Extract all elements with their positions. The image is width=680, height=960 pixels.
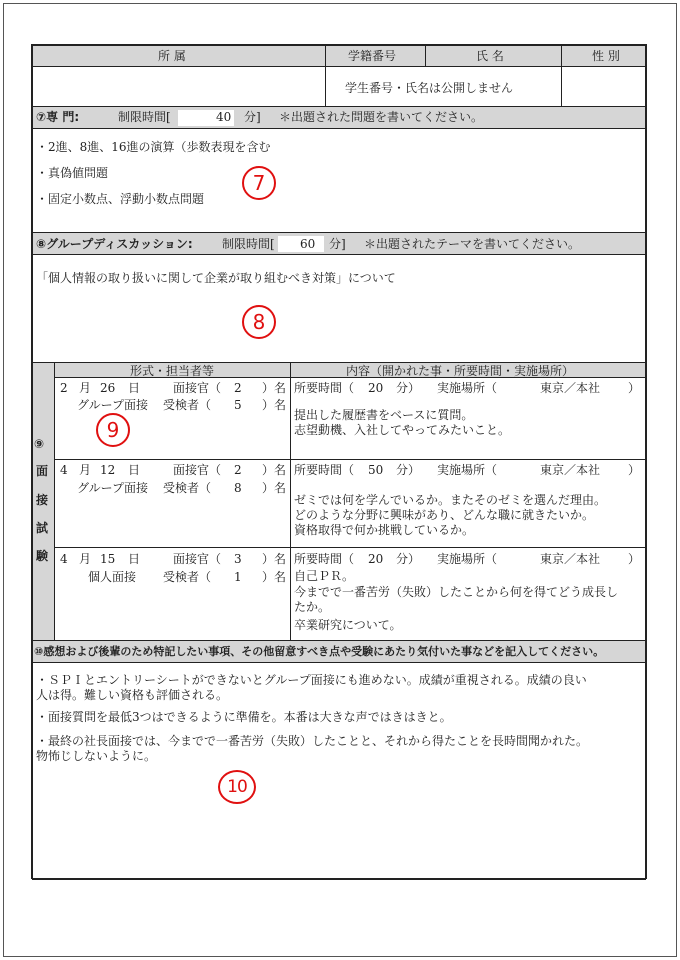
row2-month-unit: 月: [79, 463, 92, 477]
row3-interviewer-unit: ）名: [262, 552, 287, 566]
student-id-header: 学籍番号: [348, 49, 397, 63]
section10-line: 物怖じしないように。: [36, 749, 157, 763]
row1-examinee-unit: ）名: [262, 398, 287, 412]
row3-interviewer-label: 面接官（: [173, 552, 222, 566]
section7-title: ⑦専 門:: [36, 110, 80, 124]
row2-place-value: 東京／本社: [540, 463, 601, 477]
row3-place-value: 東京／本社: [540, 552, 601, 566]
row1-place-label: 実施場所（: [437, 381, 498, 395]
row3-content: 卒業研究について。: [294, 618, 402, 632]
section8-title: ⑧グループディスカッション:: [36, 237, 193, 251]
rule: [54, 377, 646, 378]
section9-side-label: 試: [36, 521, 49, 535]
row3-place-label: 実施場所（: [437, 552, 498, 566]
row1-time-value: 20: [368, 381, 384, 395]
table-border-left: [31, 44, 33, 879]
section8-limit-label: 制限時間[: [222, 237, 275, 251]
row3-examinee-label: 受検者（: [163, 570, 212, 584]
row2-interviewer-unit: ）名: [262, 463, 287, 477]
section7-limit-value: 40: [216, 110, 232, 124]
section10-line: ・面接質問を最低3つはできるように準備を。本番は大きな声ではきはきと。: [36, 710, 452, 724]
row3-month-unit: 月: [79, 552, 92, 566]
marker-8: 8: [242, 305, 276, 339]
row3-interviewer-count: 3: [234, 552, 242, 566]
row2-interviewer-label: 面接官（: [173, 463, 222, 477]
table-border-bottom: [32, 878, 646, 880]
section8-limit-value: 60: [300, 237, 316, 251]
table-border-right: [645, 44, 647, 879]
section10-line: ・ＳＰＩとエントリーシートができないとグループ面接にも進めない。成績が重視される。成績の良い: [36, 673, 587, 687]
row2-examinee-label: 受検者（: [163, 481, 212, 495]
name-header: 氏 名: [476, 49, 504, 63]
row2-examinee-count: 8: [234, 481, 242, 495]
row2-type: グループ面接: [77, 481, 149, 495]
header-bar: [32, 44, 646, 66]
rule: [32, 254, 646, 255]
rule: [325, 44, 326, 106]
rule: [32, 662, 646, 663]
format-column-header: 形式・担当者等: [130, 364, 215, 378]
row3-examinee-count: 1: [234, 570, 242, 584]
row2-content: どのような分野に興味があり、どんな職に就きたいか。: [294, 508, 595, 522]
section7-item: ・真偽値問題: [36, 166, 109, 180]
row1-day-unit: 日: [128, 381, 141, 395]
row3-time-label: 所要時間（: [294, 552, 355, 566]
rule: [54, 547, 646, 548]
row3-content: 自己ＰＲ。: [294, 569, 355, 583]
rule: [32, 128, 646, 129]
row3-time-unit: 分）: [396, 552, 421, 566]
row2-day: 12: [100, 463, 116, 477]
section10-line: 人は得。難しい資格も評価される。: [36, 688, 229, 702]
section10-title: ⑩感想および後輩のため特記したい事項、その他留意すべき点や受験にあたり気付いた事などを記入してください。: [34, 645, 605, 658]
row2-examinee-unit: ）名: [262, 481, 287, 495]
private-note: 学生番号・氏名は公開しません: [345, 81, 514, 95]
section8-limit-unit: 分]: [329, 237, 346, 251]
rule: [54, 459, 646, 460]
rule: [32, 640, 646, 641]
row2-content: 資格取得で何か挑戦しているか。: [294, 523, 475, 537]
row2-place-label: 実施場所（: [437, 463, 498, 477]
marker-7: 7: [242, 166, 276, 200]
row2-day-unit: 日: [128, 463, 141, 477]
row2-content: ゼミでは何を学んでいるか。またそのゼミを選んだ理由。: [294, 493, 607, 507]
row3-month: 4: [60, 552, 68, 566]
row2-month: 4: [60, 463, 68, 477]
row1-content: 志望動機、入社してやってみたいこと。: [294, 423, 511, 437]
row2-time-label: 所要時間（: [294, 463, 355, 477]
row1-time-label: 所要時間（: [294, 381, 355, 395]
section8-instruction: ＊出題されたテーマを書いてください。: [364, 237, 581, 251]
rule: [54, 362, 55, 640]
row1-place-close: ）: [628, 381, 641, 395]
rule: [32, 66, 646, 67]
section8-theme: 「個人情報の取り扱いに関して企業が取り組むべき対策」について: [36, 271, 396, 285]
row1-examinee-label: 受検者（: [163, 398, 212, 412]
row1-day: 26: [100, 381, 116, 395]
row1-place-value: 東京／本社: [540, 381, 601, 395]
rule: [32, 106, 646, 107]
row1-interviewer-unit: ）名: [262, 381, 287, 395]
row1-interviewer-label: 面接官（: [173, 381, 222, 395]
section9-side-label: ⑨: [34, 437, 45, 451]
row1-type: グループ面接: [77, 398, 149, 412]
row3-content: たか。: [294, 600, 331, 614]
marker-10: 10: [218, 770, 256, 804]
row1-month: 2: [60, 381, 68, 395]
gender-header: 性 別: [592, 49, 620, 63]
row3-day: 15: [100, 552, 116, 566]
row3-type: 個人面接: [88, 570, 137, 584]
row3-time-value: 20: [368, 552, 384, 566]
row2-time-unit: 分）: [396, 463, 421, 477]
rule: [32, 232, 646, 233]
affiliation-header: 所 属: [158, 49, 186, 63]
row3-examinee-unit: ）名: [262, 570, 287, 584]
content-column-header: 内容（開かれた事・所要時間・実施場所）: [346, 364, 575, 378]
row1-examinee-count: 5: [234, 398, 242, 412]
rule: [32, 362, 646, 363]
section9-side-label: 験: [36, 549, 49, 563]
table-border-top: [32, 44, 646, 46]
row1-month-unit: 月: [79, 381, 92, 395]
section9-side-label: 接: [36, 493, 49, 507]
rule: [290, 362, 291, 640]
marker-9: 9: [96, 413, 130, 447]
row1-interviewer-count: 2: [234, 381, 242, 395]
section9-side-label: 面: [36, 464, 49, 478]
rule: [561, 44, 562, 106]
section7-limit-unit: 分]: [244, 110, 261, 124]
section7-item: ・2進、8進、16進の演算（歩数表現を含む: [36, 140, 271, 154]
row2-time-value: 50: [368, 463, 384, 477]
rule: [425, 44, 426, 66]
row3-content: 今までで一番苦労（失敗）したことから何を得てどう成長し: [294, 585, 619, 599]
row1-content: 提出した履歴書をベースに質問。: [294, 408, 474, 422]
row2-interviewer-count: 2: [234, 463, 242, 477]
row1-time-unit: 分）: [396, 381, 421, 395]
section7-limit-label: 制限時間[: [118, 110, 171, 124]
section10-line: ・最終の社長面接では、今までで一番苦労（失敗）したことと、それから得たことを長時間聞かれた。: [36, 734, 589, 748]
section7-item: ・固定小数点、浮動小数点問題: [36, 192, 205, 206]
row2-place-close: ）: [628, 463, 641, 477]
section7-instruction: ＊出題された問題を書いてください。: [279, 110, 484, 124]
row3-place-close: ）: [628, 552, 641, 566]
row3-day-unit: 日: [128, 552, 141, 566]
